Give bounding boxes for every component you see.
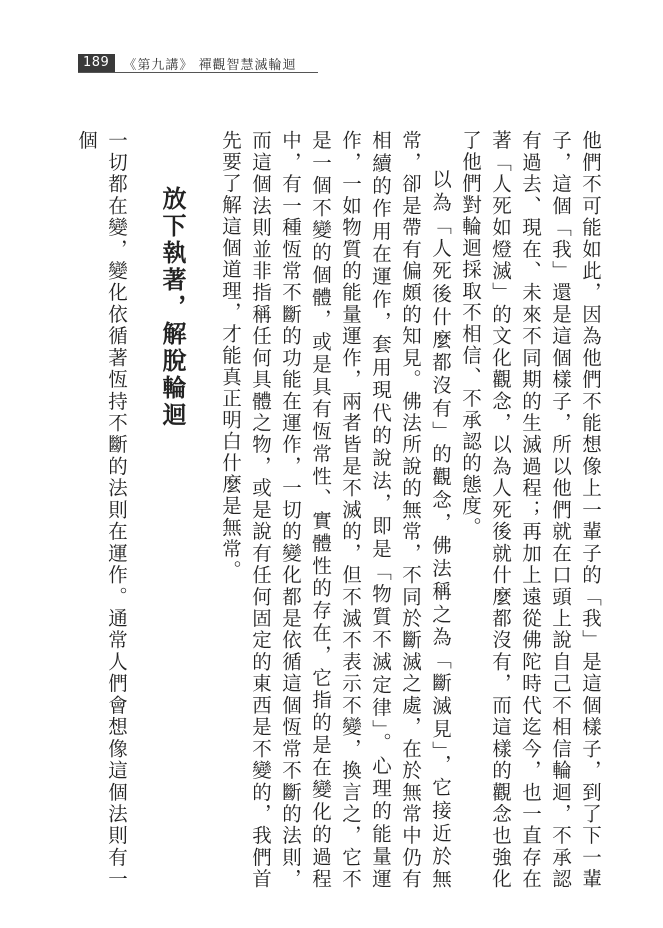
body-text: [71, 130, 605, 890]
section-heading: 放下執著，解脫輪迴: [158, 186, 186, 429]
header-rule: [78, 72, 318, 73]
chapter-title: 《第九講》 禪觀智慧滅輪迴: [123, 57, 297, 73]
running-header: [78, 53, 318, 73]
paragraph: 以為「人死後什麼都沒有」的觀念，佛法稱之為「斷滅見」，它接近於無常，卻是帶有偏頗的知見。佛法所說的無常，不同於斷滅之處，在於無常中仍有相續的作用在運作，套用現代的說法，即是「物質不滅定律」。心理的能量運作，一如物質的能量運作，兩者皆是不滅的，但不滅不表示不變，換言之，它不是一個不變的個體，或是具有恆常性、實體性的存在，它指的是在變化的過程中，有一種恆常不斷的功能在運作，一切的變化都是依循這個恆常不斷的法則，而這個法則並非指稱任何具體之物，或是說有任何固定的東西是不變的，我們首先要了解這個道理，才能真正明白什麼是無常。: [219, 130, 452, 890]
page-number: 189: [78, 54, 115, 72]
paragraph-continuation: 他們不可能如此，因為他們不能想像上一輩子的「我」是這個樣子，到了下一輩子，這個「我」還是這個樣子，所以他們就在口頭上說自己不相信輪迴，不承認有過去、現在、未來不同期的生滅過程；再加上遠從佛陀時代迄今，也一直存在著「人死如燈滅」的文化觀念，以為人死後就什麼都沒有，而這樣的觀念也強化了他們對輪迴採取不相信、不承認的態度。: [459, 130, 602, 890]
paragraph: 一切都在變，變化依循著恆持不斷的法則在運作。通常人們會想像這個法則有一個: [75, 130, 128, 890]
